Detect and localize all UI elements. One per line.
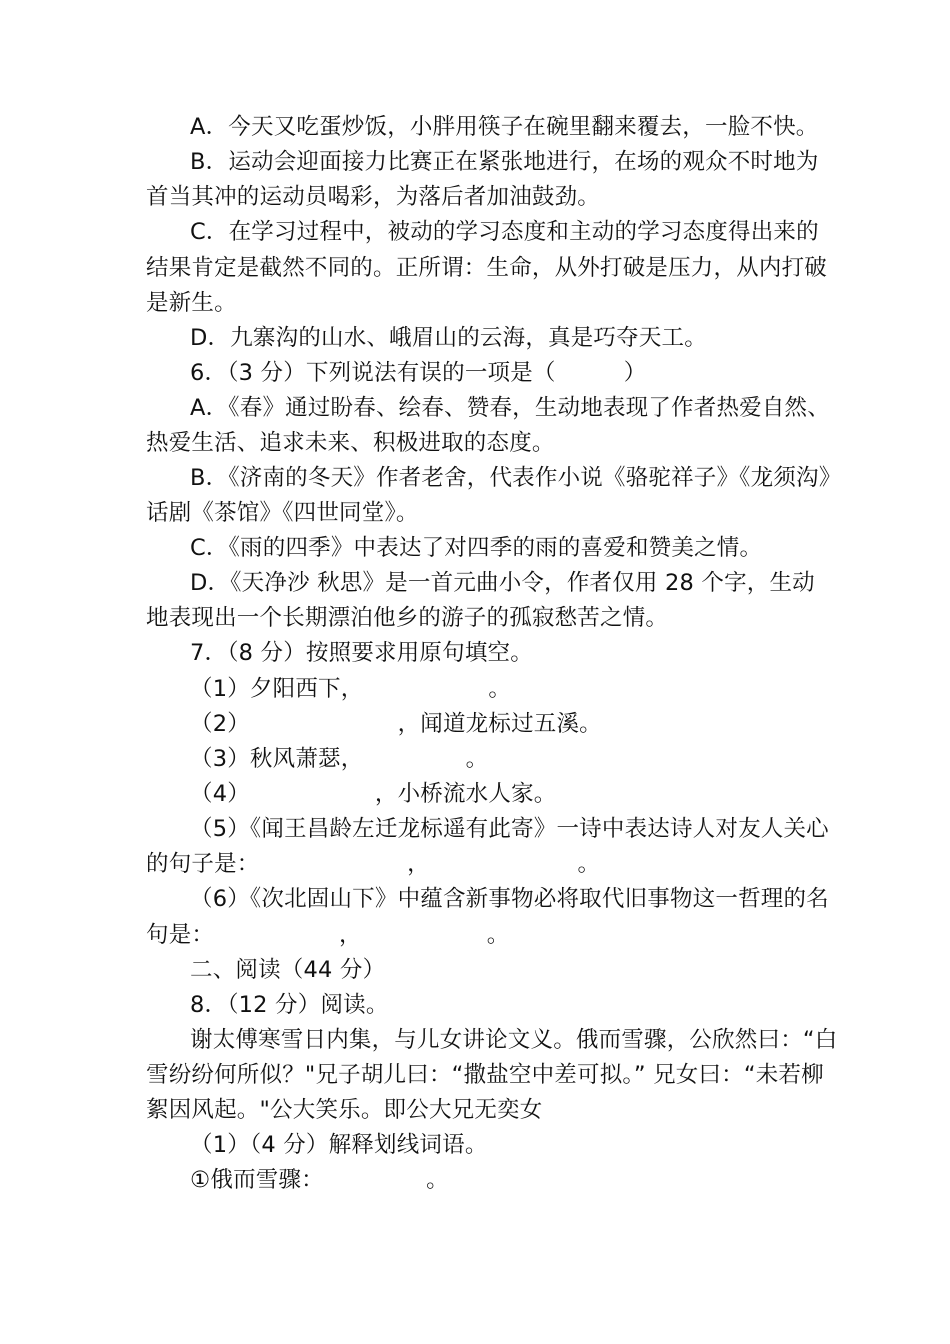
question-7-title: 7．（8 分）按照要求用原句填空。	[190, 640, 533, 666]
option-5c-line3: 是新生。	[146, 290, 237, 316]
option-6b-line2: 话剧《茶馆》《四世同堂》。	[146, 500, 419, 526]
option-5b-line1: B．运动会迎面接力比赛正在紧张地进行，在场的观众不时地为	[190, 149, 819, 175]
option-6a-line2: 热爱生活、追求未来、积极进取的态度。	[146, 430, 555, 456]
question-7-item-5-line2: 的句子是： ， 。	[146, 851, 601, 877]
question-7-item-2: （2） ，闻道龙标过五溪。	[190, 711, 602, 737]
question-8-sub-1: （1）（4 分）解释划线词语。	[190, 1132, 488, 1158]
option-6d-line2: 地表现出一个长期漂泊他乡的游子的孤寂愁苦之情。	[146, 605, 669, 631]
question-6-title: 6．（3 分）下列说法有误的一项是（ ）	[190, 360, 647, 386]
passage-line2: 雪纷纷何所似？"兄子胡儿曰：“撒盐空中差可拟。” 兄女曰：“未若柳	[146, 1062, 824, 1088]
option-6b-line1: B．《济南的冬天》作者老舍，代表作小说《骆驼祥子》《龙须沟》	[190, 465, 842, 491]
option-5d: D．九寨沟的山水、峨眉山的云海，真是巧夺天工。	[190, 325, 707, 351]
question-7-item-5-line1: （5）《闻王昌龄左迁龙标遥有此寄》一诗中表达诗人对友人关心	[190, 816, 829, 842]
option-5a: A．今天又吃蛋炒饭，小胖用筷子在碗里翻来覆去，一脸不快。	[190, 114, 819, 140]
option-6a-line1: A．《春》通过盼春、绘春、赞春，生动地表现了作者热爱自然、	[190, 395, 830, 421]
option-6d-line1: D．《天净沙 秋思》是一首元曲小令，作者仅用 28 个字，生动	[190, 570, 815, 596]
question-8-title: 8．（12 分）阅读。	[190, 992, 389, 1018]
question-8-sub-1-item-1: ①俄而雪骤： 。	[190, 1167, 449, 1193]
section-2-heading: 二、阅读（44 分）	[190, 957, 386, 983]
question-7-item-4: （4） ，小桥流水人家。	[190, 781, 557, 807]
question-7-item-1: （1）夕阳西下， 。	[190, 676, 512, 702]
question-7-item-3: （3）秋风萧瑟， 。	[190, 746, 489, 772]
question-7-item-6-line1: （6）《次北固山下》中蕴含新事物必将取代旧事物这一哲理的名	[190, 886, 829, 912]
question-7-item-6-line2: 句是： ， 。	[146, 922, 510, 948]
option-5c-line1: C．在学习过程中，被动的学习态度和主动的学习态度得出来的	[190, 219, 819, 245]
option-6c: C．《雨的四季》中表达了对四季的雨的喜爱和赞美之情。	[190, 535, 763, 561]
option-5b-line2: 首当其冲的运动员喝彩，为落后者加油鼓劲。	[146, 184, 601, 210]
passage-line1: 谢太傅寒雪日内集，与儿女讲论文义。俄而雪骤，公欣然曰：“白	[190, 1027, 838, 1053]
passage-line3: 絮因风起。"公大笑乐。即公大兄无奕女	[146, 1097, 543, 1123]
option-5c-line2: 结果肯定是截然不同的。正所谓：生命，从外打破是压力，从内打破	[146, 255, 828, 281]
